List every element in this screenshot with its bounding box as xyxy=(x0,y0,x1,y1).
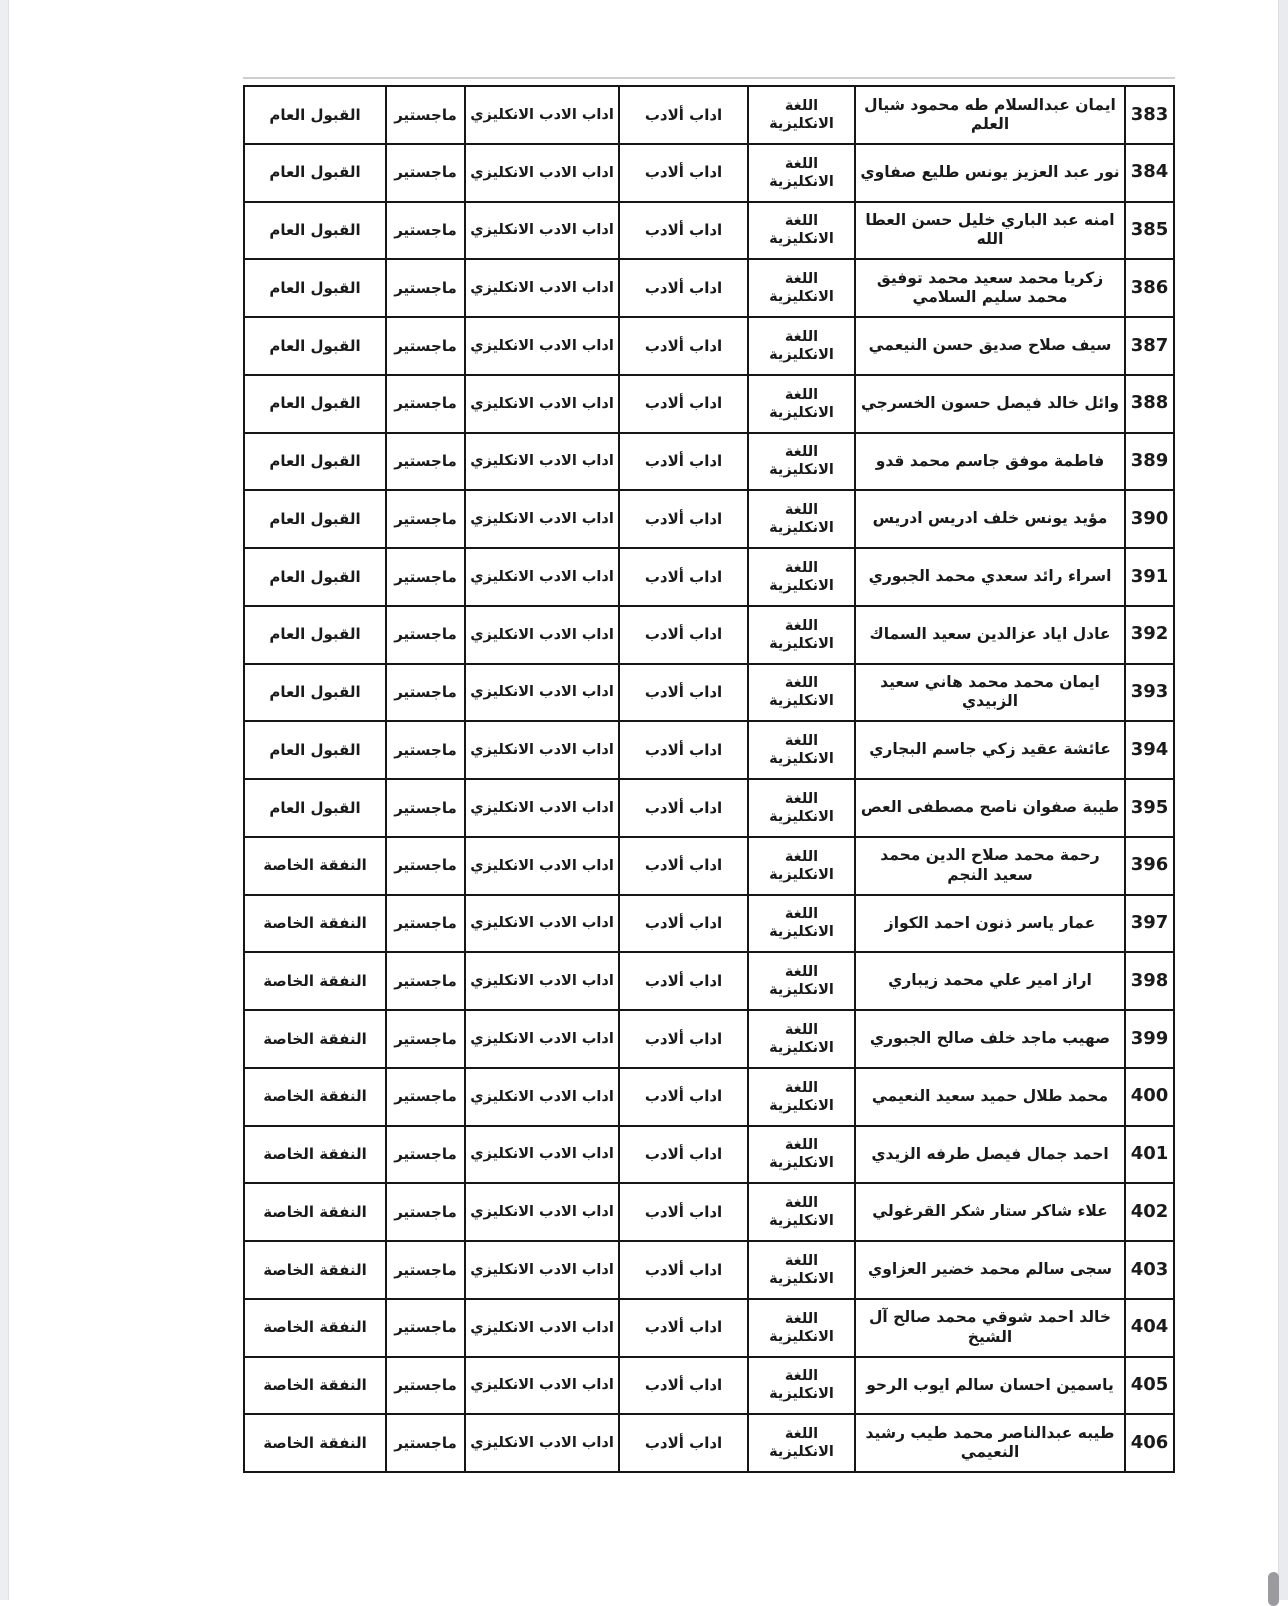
cell-college: اداب ألادب xyxy=(620,549,747,605)
cell-department: اداب الادب الانكليزي xyxy=(466,780,618,836)
cell-number: 395 xyxy=(1126,780,1173,836)
cell-admission: النفقة الخاصة xyxy=(245,838,385,894)
cell-language: اللغة الانكليزية xyxy=(749,318,854,374)
cell-degree: ماجستير xyxy=(387,87,464,143)
cell-department: اداب الادب الانكليزي xyxy=(466,491,618,547)
cell-degree: ماجستير xyxy=(387,1069,464,1125)
cell-language: اللغة الانكليزية xyxy=(749,1300,854,1356)
cell-number: 400 xyxy=(1126,1069,1173,1125)
cell-number: 389 xyxy=(1126,434,1173,490)
cell-language: اللغة الانكليزية xyxy=(749,1242,854,1298)
cell-department: اداب الادب الانكليزي xyxy=(466,722,618,778)
cell-admission: النفقة الخاصة xyxy=(245,1242,385,1298)
cell-degree: ماجستير xyxy=(387,607,464,663)
cell-college: اداب ألادب xyxy=(620,434,747,490)
cell-admission: النفقة الخاصة xyxy=(245,1358,385,1414)
cell-number: 405 xyxy=(1126,1358,1173,1414)
cell-college: اداب ألادب xyxy=(620,1300,747,1356)
cell-number: 396 xyxy=(1126,838,1173,894)
cell-name: احمد جمال فيصل طرفه الزيدي xyxy=(856,1127,1124,1183)
cell-number: 385 xyxy=(1126,203,1173,259)
cell-admission: القبول العام xyxy=(245,665,385,721)
cell-admission: القبول العام xyxy=(245,491,385,547)
cell-admission: النفقة الخاصة xyxy=(245,1127,385,1183)
cell-department: اداب الادب الانكليزي xyxy=(466,1242,618,1298)
cell-college: اداب ألادب xyxy=(620,953,747,1009)
cell-college: اداب ألادب xyxy=(620,1415,747,1471)
cell-name: طيبة صفوان ناصح مصطفى العص xyxy=(856,780,1124,836)
cell-language: اللغة الانكليزية xyxy=(749,376,854,432)
cell-degree: ماجستير xyxy=(387,1184,464,1240)
cell-admission: النفقة الخاصة xyxy=(245,1011,385,1067)
cell-number: 391 xyxy=(1126,549,1173,605)
cell-number: 401 xyxy=(1126,1127,1173,1183)
cell-college: اداب ألادب xyxy=(620,722,747,778)
cell-college: اداب ألادب xyxy=(620,376,747,432)
cell-language: اللغة الانكليزية xyxy=(749,145,854,201)
cell-name: خالد احمد شوقي محمد صالح آل الشيخ xyxy=(856,1300,1124,1356)
cell-admission: القبول العام xyxy=(245,203,385,259)
cell-name: امنه عبد الباري خليل حسن العطا الله xyxy=(856,203,1124,259)
cell-language: اللغة الانكليزية xyxy=(749,203,854,259)
cell-language: اللغة الانكليزية xyxy=(749,1184,854,1240)
cell-college: اداب ألادب xyxy=(620,1011,747,1067)
cell-name: طيبه عبدالناصر محمد طيب رشيد النعيمي xyxy=(856,1415,1124,1471)
cell-name: نور عبد العزيز يونس طليع صفاوي xyxy=(856,145,1124,201)
cell-language: اللغة الانكليزية xyxy=(749,1127,854,1183)
cell-degree: ماجستير xyxy=(387,896,464,952)
cell-department: اداب الادب الانكليزي xyxy=(466,549,618,605)
page-edge-left xyxy=(0,0,9,1600)
cell-degree: ماجستير xyxy=(387,203,464,259)
cell-language: اللغة الانكليزية xyxy=(749,1069,854,1125)
admissions-table xyxy=(243,85,1175,1473)
cell-number: 393 xyxy=(1126,665,1173,721)
cell-college: اداب ألادب xyxy=(620,491,747,547)
cell-department: اداب الادب الانكليزي xyxy=(466,318,618,374)
cell-name: ياسمين احسان سالم ايوب الرحو xyxy=(856,1358,1124,1414)
cell-degree: ماجستير xyxy=(387,722,464,778)
cell-number: 394 xyxy=(1126,722,1173,778)
cell-college: اداب ألادب xyxy=(620,780,747,836)
cell-number: 386 xyxy=(1126,260,1173,316)
cell-language: اللغة الانكليزية xyxy=(749,722,854,778)
cell-name: صهيب ماجد خلف صالح الجبوري xyxy=(856,1011,1124,1067)
cell-number: 403 xyxy=(1126,1242,1173,1298)
cell-college: اداب ألادب xyxy=(620,838,747,894)
cell-language: اللغة الانكليزية xyxy=(749,838,854,894)
cell-language: اللغة الانكليزية xyxy=(749,1358,854,1414)
cell-language: اللغة الانكليزية xyxy=(749,1011,854,1067)
cell-degree: ماجستير xyxy=(387,1127,464,1183)
cell-language: اللغة الانكليزية xyxy=(749,549,854,605)
cell-degree: ماجستير xyxy=(387,434,464,490)
cell-language: اللغة الانكليزية xyxy=(749,87,854,143)
cell-name: اسراء رائد سعدي محمد الجبوري xyxy=(856,549,1124,605)
cell-name: سيف صلاح صديق حسن النيعمي xyxy=(856,318,1124,374)
cell-college: اداب ألادب xyxy=(620,1127,747,1183)
cell-admission: القبول العام xyxy=(245,607,385,663)
cell-department: اداب الادب الانكليزي xyxy=(466,260,618,316)
cell-degree: ماجستير xyxy=(387,318,464,374)
cell-degree: ماجستير xyxy=(387,549,464,605)
cell-admission: النفقة الخاصة xyxy=(245,953,385,1009)
cell-college: اداب ألادب xyxy=(620,203,747,259)
cell-number: 399 xyxy=(1126,1011,1173,1067)
cell-name: ايمان عبدالسلام طه محمود شيال العلم xyxy=(856,87,1124,143)
cell-college: اداب ألادب xyxy=(620,1358,747,1414)
cell-number: 388 xyxy=(1126,376,1173,432)
cell-college: اداب ألادب xyxy=(620,1069,747,1125)
cell-admission: النفقة الخاصة xyxy=(245,896,385,952)
cell-name: وائل خالد فيصل حسون الخسرجي xyxy=(856,376,1124,432)
cell-name: عمار ياسر ذنون احمد الكواز xyxy=(856,896,1124,952)
cell-degree: ماجستير xyxy=(387,780,464,836)
cell-department: اداب الادب الانكليزي xyxy=(466,1300,618,1356)
cell-degree: ماجستير xyxy=(387,953,464,1009)
cell-name: زكريا محمد سعيد محمد توفيق محمد سليم السلامي xyxy=(856,260,1124,316)
cell-department: اداب الادب الانكليزي xyxy=(466,1011,618,1067)
cell-degree: ماجستير xyxy=(387,491,464,547)
cell-language: اللغة الانكليزية xyxy=(749,665,854,721)
cell-college: اداب ألادب xyxy=(620,1242,747,1298)
cell-number: 398 xyxy=(1126,953,1173,1009)
cell-department: اداب الادب الانكليزي xyxy=(466,607,618,663)
cell-language: اللغة الانكليزية xyxy=(749,434,854,490)
cell-college: اداب ألادب xyxy=(620,1184,747,1240)
cell-degree: ماجستير xyxy=(387,260,464,316)
cell-name: رحمة محمد صلاح الدين محمد سعيد النجم xyxy=(856,838,1124,894)
scrollbar-track[interactable] xyxy=(1278,0,1288,1600)
cell-college: اداب ألادب xyxy=(620,896,747,952)
cell-name: علاء شاكر ستار شكر القرغولي xyxy=(856,1184,1124,1240)
cell-department: اداب الادب الانكليزي xyxy=(466,203,618,259)
cell-admission: القبول العام xyxy=(245,318,385,374)
cell-department: اداب الادب الانكليزي xyxy=(466,87,618,143)
cell-number: 387 xyxy=(1126,318,1173,374)
cell-department: اداب الادب الانكليزي xyxy=(466,145,618,201)
cell-college: اداب ألادب xyxy=(620,318,747,374)
cell-name: ايمان محمد محمد هاني سعيد الزبيدي xyxy=(856,665,1124,721)
cell-degree: ماجستير xyxy=(387,145,464,201)
cell-department: اداب الادب الانكليزي xyxy=(466,376,618,432)
cell-department: اداب الادب الانكليزي xyxy=(466,953,618,1009)
cell-name: سجى سالم محمد خضير العزاوي xyxy=(856,1242,1124,1298)
cell-number: 392 xyxy=(1126,607,1173,663)
cell-college: اداب ألادب xyxy=(620,665,747,721)
cell-degree: ماجستير xyxy=(387,665,464,721)
cell-language: اللغة الانكليزية xyxy=(749,896,854,952)
cell-degree: ماجستير xyxy=(387,1358,464,1414)
cell-number: 397 xyxy=(1126,896,1173,952)
cell-department: اداب الادب الانكليزي xyxy=(466,1415,618,1471)
cell-admission: القبول العام xyxy=(245,260,385,316)
cell-number: 402 xyxy=(1126,1184,1173,1240)
cell-language: اللغة الانكليزية xyxy=(749,953,854,1009)
cell-department: اداب الادب الانكليزي xyxy=(466,896,618,952)
cell-admission: القبول العام xyxy=(245,549,385,605)
cell-language: اللغة الانكليزية xyxy=(749,491,854,547)
cell-degree: ماجستير xyxy=(387,376,464,432)
cell-number: 390 xyxy=(1126,491,1173,547)
scrollbar-thumb[interactable] xyxy=(1268,1572,1279,1606)
cell-number: 384 xyxy=(1126,145,1173,201)
cell-college: اداب ألادب xyxy=(620,145,747,201)
cell-name: فاطمة موفق جاسم محمد قدو xyxy=(856,434,1124,490)
previous-row-remnant-line xyxy=(243,77,1175,79)
cell-admission: القبول العام xyxy=(245,722,385,778)
cell-degree: ماجستير xyxy=(387,1300,464,1356)
cell-name: مؤيد يونس خلف ادريس ادريس xyxy=(856,491,1124,547)
cell-admission: القبول العام xyxy=(245,434,385,490)
cell-department: اداب الادب الانكليزي xyxy=(466,838,618,894)
cell-admission: القبول العام xyxy=(245,145,385,201)
cell-admission: القبول العام xyxy=(245,376,385,432)
cell-department: اداب الادب الانكليزي xyxy=(466,1127,618,1183)
cell-degree: ماجستير xyxy=(387,1415,464,1471)
cell-degree: ماجستير xyxy=(387,1011,464,1067)
cell-degree: ماجستير xyxy=(387,838,464,894)
cell-college: اداب ألادب xyxy=(620,260,747,316)
cell-language: اللغة الانكليزية xyxy=(749,1415,854,1471)
cell-department: اداب الادب الانكليزي xyxy=(466,1358,618,1414)
cell-name: عائشة عقيد زكي جاسم البجاري xyxy=(856,722,1124,778)
cell-language: اللغة الانكليزية xyxy=(749,607,854,663)
cell-number: 406 xyxy=(1126,1415,1173,1471)
cell-degree: ماجستير xyxy=(387,1242,464,1298)
cell-admission: القبول العام xyxy=(245,87,385,143)
cell-department: اداب الادب الانكليزي xyxy=(466,1069,618,1125)
cell-number: 404 xyxy=(1126,1300,1173,1356)
cell-number: 383 xyxy=(1126,87,1173,143)
cell-admission: النفقة الخاصة xyxy=(245,1300,385,1356)
cell-department: اداب الادب الانكليزي xyxy=(466,434,618,490)
cell-college: اداب ألادب xyxy=(620,607,747,663)
cell-department: اداب الادب الانكليزي xyxy=(466,1184,618,1240)
cell-admission: القبول العام xyxy=(245,780,385,836)
cell-admission: النفقة الخاصة xyxy=(245,1415,385,1471)
cell-name: محمد طلال حميد سعيد النعيمي xyxy=(856,1069,1124,1125)
cell-name: عادل اياد عزالدين سعيد السماك xyxy=(856,607,1124,663)
cell-admission: النفقة الخاصة xyxy=(245,1069,385,1125)
cell-admission: النفقة الخاصة xyxy=(245,1184,385,1240)
cell-language: اللغة الانكليزية xyxy=(749,780,854,836)
cell-department: اداب الادب الانكليزي xyxy=(466,665,618,721)
cell-college: اداب ألادب xyxy=(620,87,747,143)
cell-language: اللغة الانكليزية xyxy=(749,260,854,316)
cell-name: اراز امير علي محمد زيباري xyxy=(856,953,1124,1009)
